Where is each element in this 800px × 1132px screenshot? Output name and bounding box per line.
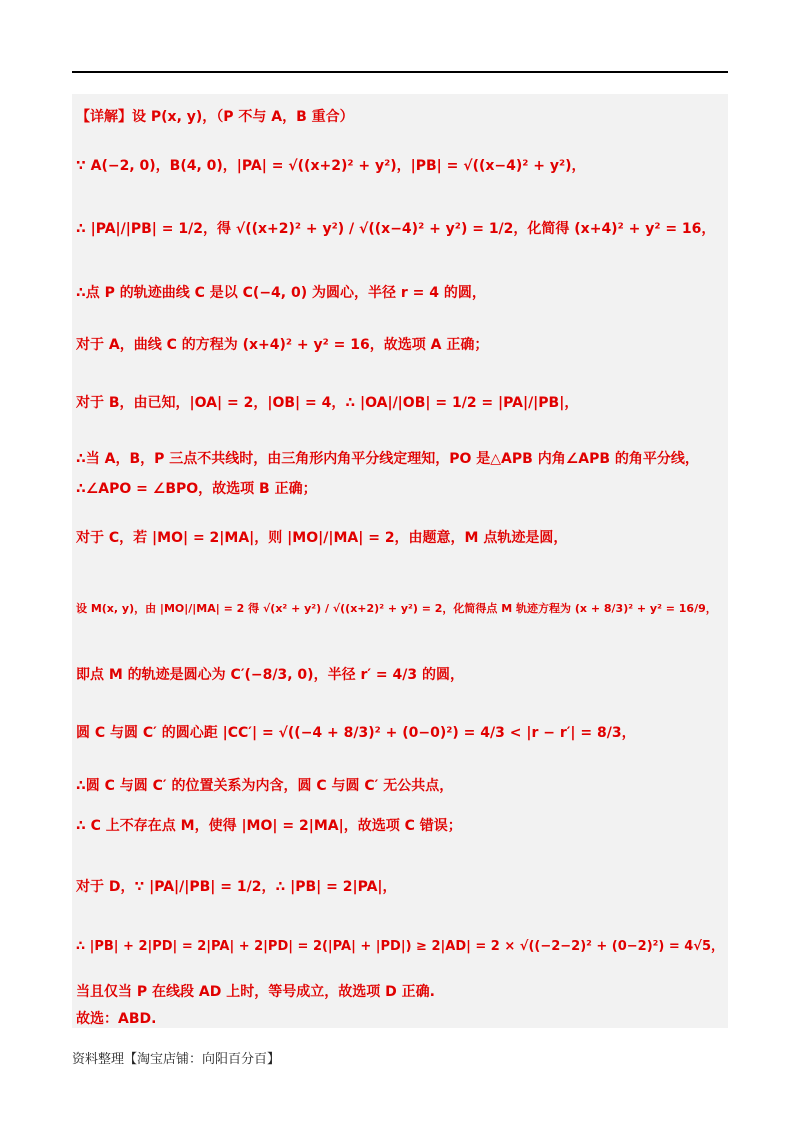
option-c-line-6: ∴ C 上不存在点 M，使得 |MO| = 2|MA|，故选项 C 错误； xyxy=(76,818,462,834)
option-c-line-2: 设 M(x, y)，由 |MO|/|MA| = 2 得 √(x² + y²) / √((x+2)² + y²) = 2，化简得点 M 轨迹方程为 (x + 8/3)² + y² = 16/9， xyxy=(76,602,717,615)
option-c-line-3: 即点 M 的轨迹是圆心为 C′(−8/3, 0)，半径 r′ = 4/3 的圆， xyxy=(76,667,464,683)
option-c-line-5: ∴圆 C 与圆 C′ 的位置关系为内含，圆 C 与圆 C′ 无公共点， xyxy=(76,778,454,794)
answer-line: 故选：ABD. xyxy=(76,1011,157,1027)
top-rule xyxy=(72,71,728,73)
option-d-line-2: ∴ |PB| + 2|PD| = 2|PA| + 2|PD| = 2(|PA| + |PD|) ≥ 2|AD| = 2 × √((−2−2)² + (0−2)²) = 4√5， xyxy=(76,939,725,954)
option-b-line-2: ∴当 A，B，P 三点不共线时，由三角形内角平分线定理知，PO 是△APB 内角∠APB 的角平分线， xyxy=(76,451,699,467)
option-b-line-1: 对于 B，由已知，|OA| = 2，|OB| = 4，∴ |OA|/|OB| = 1/2 = |PA|/|PB|， xyxy=(76,395,579,411)
solution-line-4: ∴点 P 的轨迹曲线 C 是以 C(−4, 0) 为圆心，半径 r = 4 的圆， xyxy=(76,285,486,301)
option-d-line-3: 当且仅当 P 在线段 AD 上时，等号成立，故选项 D 正确. xyxy=(76,984,435,1000)
solution-line-1: 【详解】设 P(x, y)，（P 不与 A，B 重合） xyxy=(76,109,354,125)
option-a-line: 对于 A，曲线 C 的方程为 (x+4)² + y² = 16，故选项 A 正确； xyxy=(76,337,489,353)
solution-line-3: ∴ |PA|/|PB| = 1/2，得 √((x+2)² + y²) / √((x−4)² + y²) = 1/2，化简得 (x+4)² + y² = 16， xyxy=(76,221,716,237)
footer-credit: 资料整理【淘宝店铺：向阳百分百】 xyxy=(72,1052,281,1067)
option-c-line-4: 圆 C 与圆 C′ 的圆心距 |CC′| = √((−4 + 8/3)² + (0−0)²) = 4/3 < |r − r′| = 8/3， xyxy=(76,725,636,741)
option-c-line-1: 对于 C，若 |MO| = 2|MA|，则 |MO|/|MA| = 2，由题意，M 点轨迹是圆， xyxy=(76,530,568,546)
solution-line-2: ∵ A(−2, 0)，B(4, 0)，|PA| = √((x+2)² + y²)，|PB| = √((x−4)² + y²)， xyxy=(76,158,586,174)
option-d-line-1: 对于 D，∵ |PA|/|PB| = 1/2，∴ |PB| = 2|PA|， xyxy=(76,879,397,895)
option-b-line-3: ∴∠APO = ∠BPO，故选项 B 正确； xyxy=(76,481,317,497)
